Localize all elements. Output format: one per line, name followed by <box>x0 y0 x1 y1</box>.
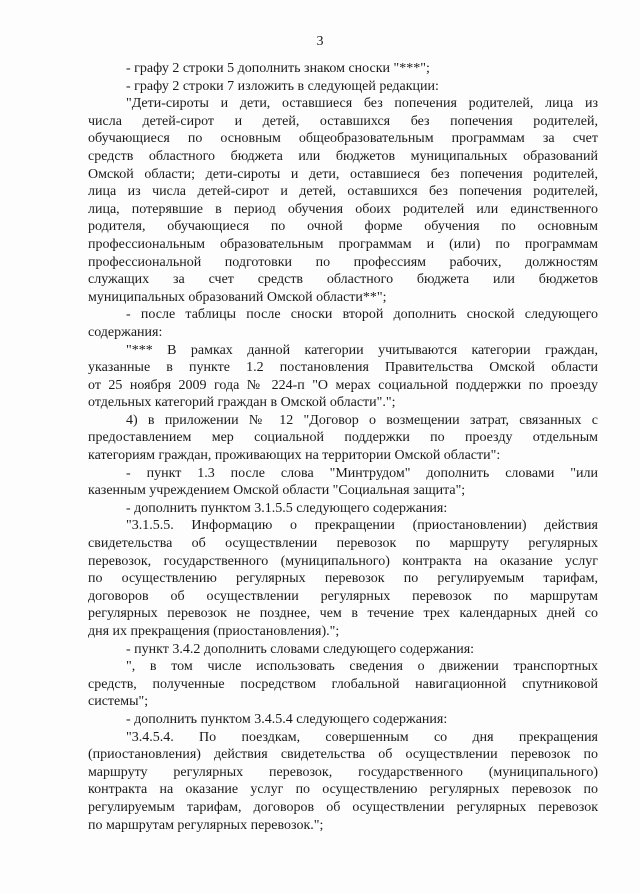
text-line: от 25 ноября 2009 года № 224-п "О мерах социальной поддержки по проезду <box>88 377 598 393</box>
text-line: по осуществлению регулярных перевозок по регулируемым тарифам, <box>88 571 598 587</box>
text-line: (приостановления) действия свидетельства об осуществлении перевозок по <box>88 747 598 763</box>
text-line: "3.1.5.5. Информацию о прекращении (приостановлении) действия <box>126 518 598 534</box>
text-line: контракта на оказание услуг по осуществлению регулярных перевозок по <box>88 782 598 798</box>
text-line: муниципальных образований Омской области**"; <box>88 289 387 305</box>
text-line: средств областного бюджета или бюджетов муниципальных образований <box>88 148 598 164</box>
text-line: категориям граждан, проживающих на территории Омской области": <box>88 448 501 464</box>
text-line: регулируемым тарифам, договоров об осуществлении регулярных перевозок <box>88 799 598 815</box>
text-line: родителя, обучающиеся по очной форме обучения по основным <box>88 219 598 235</box>
document-body <box>88 60 598 834</box>
text-line: числа детей-сирот и детей, оставшихся без попечения родителей, <box>88 113 598 129</box>
text-line: - графу 2 строки 7 изложить в следующей редакции: <box>126 78 439 94</box>
text-line: "*** В рамках данной категории учитываются категории граждан, <box>126 342 598 358</box>
text-line: "3.4.5.4. По поездкам, совершенным со дня прекращения <box>126 729 598 745</box>
text-line: маршруту регулярных перевозок, государственного (муниципального) <box>88 764 598 780</box>
text-line: лица из числа детей-сирот и детей, оставшихся без попечения родителей, <box>88 184 598 200</box>
text-line: профессиональным образовательным программам и (или) по программам <box>88 236 598 252</box>
text-line: системы"; <box>88 694 149 710</box>
page-number: 3 <box>316 34 324 49</box>
text-line: - дополнить пунктом 3.4.5.4 следующего содержания: <box>126 711 448 727</box>
text-line: профессиональной подготовки по профессиям рабочих, должностям <box>88 254 598 270</box>
text-line: - пункт 1.3 после слова "Минтрудом" дополнить словами "или <box>126 465 598 481</box>
text-line: - графу 2 строки 5 дополнить знаком сноски "***"; <box>126 61 430 76</box>
text-line: содержания: <box>88 324 163 340</box>
text-line: лица, потерявшие в период обучения обоих родителей или единственного <box>88 201 598 217</box>
text-line: Омской области; дети-сироты и дети, оставшиеся без попечения родителей, <box>88 166 598 182</box>
text-line: по маршрутам регулярных перевозок."; <box>88 817 324 833</box>
text-line: указанные в пункте 1.2 постановления Правительства Омской области <box>88 360 598 376</box>
text-line: свидетельства об осуществлении перевозок по маршруту регулярных <box>88 536 598 552</box>
text-line: договоров об осуществлении регулярных перевозок по маршрутам <box>88 588 598 604</box>
text-line: обучающиеся по основным общеобразовательным программам за счет <box>88 131 598 147</box>
text-line: казенным учреждением Омской области "Социальная защита"; <box>88 483 466 499</box>
text-line: 4) в приложении № 12 "Договор о возмещении затрат, связанных с <box>126 412 598 428</box>
text-line: - пункт 3.4.2 дополнить словами следующего содержания: <box>126 641 475 657</box>
text-line: предоставлением мер социальной поддержки по проезду отдельным <box>88 430 598 446</box>
text-line: ", в том числе использовать сведения о движении транспортных <box>126 659 598 675</box>
text-line: служащих за счет средств областного бюджета или бюджетов <box>88 272 598 288</box>
text-line: регулярных перевозок не позднее, чем в течение трех календарных дней со <box>88 606 598 622</box>
text-line: "Дети-сироты и дети, оставшиеся без попечения родителей, лица из <box>126 96 598 112</box>
text-line: - дополнить пунктом 3.1.5.5 следующего содержания: <box>126 500 448 516</box>
text-line: перевозок, государственного (муниципального) контракта на оказание услуг <box>88 553 598 569</box>
text-line: средств, полученные посредством глобальной навигационной спутниковой <box>88 676 598 692</box>
text-line: - после таблицы после сноски второй дополнить сноской следующего <box>126 307 598 323</box>
text-line: дня их прекращения (приостановления)."; <box>88 624 340 639</box>
text-line: отдельных категорий граждан в Омской области"."; <box>88 395 396 411</box>
